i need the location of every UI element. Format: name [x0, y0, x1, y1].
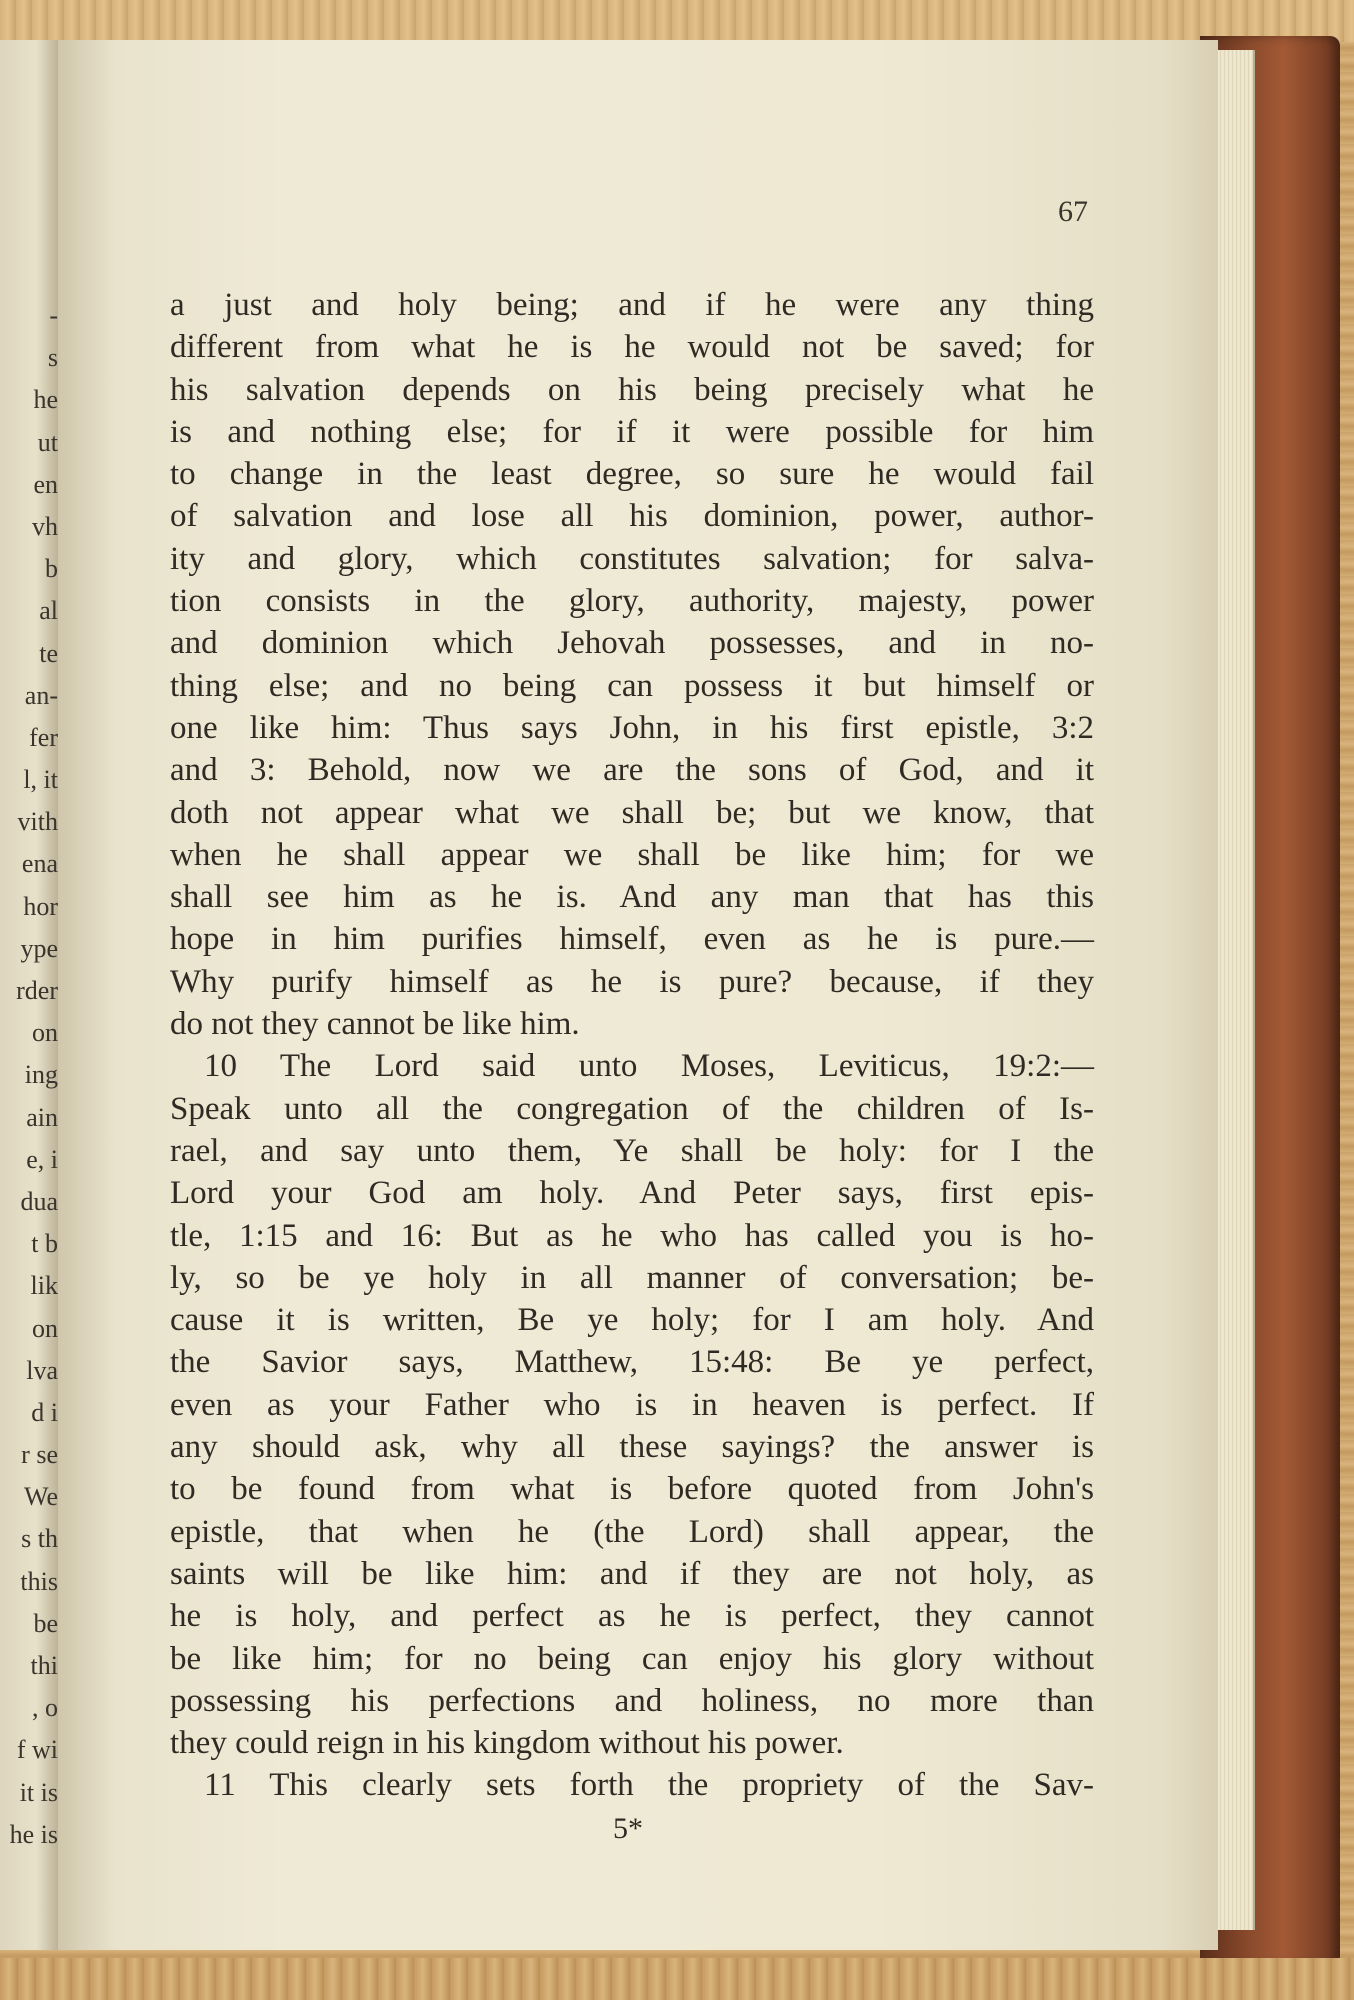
table-surface-top [0, 0, 1354, 42]
left-page-fragment: thi [30, 1651, 58, 1680]
left-page-fragment: fer [29, 722, 58, 752]
text-line: doth not appear what we shall be; but we know, that [170, 794, 1094, 831]
left-page-fragment: vh [32, 511, 58, 541]
text-line: is and nothing else; for if it were possible for him [170, 413, 1094, 450]
left-page-fragment: rder [16, 976, 58, 1005]
left-page-fragment: this [20, 1566, 58, 1596]
text-line: of salvation and lose all his dominion, power, author- [170, 498, 1094, 535]
left-page-fragment: al [39, 596, 58, 626]
text-line: Lord your God am holy. And Peter says, first epis- [170, 1175, 1094, 1212]
text-line: hope in him purifies himself, even as he is pure.— [170, 921, 1094, 958]
left-page-fragment: , o [32, 1693, 58, 1723]
left-page-fragment: e, i [26, 1144, 58, 1174]
left-page-fragment: he is [9, 1819, 58, 1849]
left-page-fragment: l, it [23, 765, 58, 795]
left-page-fragment: b [45, 554, 58, 584]
text-line: tle, 1:15 and 16: But as he who has called you is ho- [170, 1217, 1094, 1254]
text-line: even as your Father who is in heaven is perfect. If [170, 1386, 1094, 1423]
text-line: 10 The Lord said unto Moses, Leviticus, 19:2:— [204, 1048, 1094, 1085]
left-page-fragment: en [33, 469, 58, 499]
text-line: ly, so be ye holy in all manner of conversation; be- [170, 1259, 1094, 1296]
left-page-edge [0, 40, 60, 1950]
left-page-fragment: f wi [16, 1735, 58, 1765]
text-line: shall see him as he is. And any man that has this [170, 879, 1094, 916]
left-page-fragment: lva [26, 1355, 58, 1385]
text-line: be like him; for no being can enjoy his glory without [170, 1640, 1094, 1677]
text-line: and dominion which Jehovah possesses, and in no- [170, 625, 1094, 662]
left-page-fragment: ut [37, 427, 58, 457]
left-page-fragment: s [47, 343, 58, 373]
left-page-fragment: he [33, 385, 58, 415]
text-line: tion consists in the glory, authority, majesty, power [170, 583, 1094, 620]
text-line: epistle, that when he (the Lord) shall appear, the [170, 1513, 1094, 1550]
left-page-fragment: - [49, 301, 58, 330]
text-line: and 3: Behold, now we are the sons of God, and it [170, 752, 1094, 789]
text-line: cause it is written, Be ye holy; for I am holy. And [170, 1302, 1094, 1339]
left-page-fragment: ype [20, 933, 58, 963]
text-line: any should ask, why all these sayings? the answer is [170, 1429, 1094, 1466]
text-line: a just and holy being; and if he were any thing [170, 287, 1094, 323]
left-page-fragment: hor [23, 891, 58, 921]
text-line: Speak unto all the congregation of the children of Is- [170, 1090, 1094, 1127]
text-line: his salvation depends on his being precisely what he [170, 371, 1094, 408]
left-page-fragment: r se [21, 1440, 58, 1470]
text-line: do not they cannot be like him. [170, 1006, 580, 1043]
left-page-fragment: lik [30, 1271, 58, 1301]
page-number: 67 [1058, 195, 1088, 228]
text-line: thing else; and no being can possess it but himself or [170, 667, 1094, 704]
left-page-fragment: We [24, 1482, 58, 1512]
page-body-text [170, 284, 1094, 1807]
text-line: rael, and say unto them, Ye shall be holy: for I the [170, 1132, 1094, 1169]
left-page-fragment: d i [31, 1397, 58, 1427]
text-line: when he shall appear we shall be like him; for we [170, 836, 1094, 873]
left-page-fragment: it is [19, 1777, 58, 1807]
text-line: ity and glory, which constitutes salvation; for salva- [170, 540, 1094, 577]
text-line: to change in the least degree, so sure he would fail [170, 456, 1094, 493]
left-page-fragment: an- [24, 680, 58, 710]
text-line: the Savior says, Matthew, 15:48: Be ye perfect, [170, 1344, 1094, 1381]
left-page-fragment: dua [20, 1186, 58, 1216]
left-page-fragment: s th [21, 1524, 58, 1554]
left-page-fragment: on [32, 1313, 58, 1343]
text-line: to be found from what is before quoted from John's [170, 1471, 1094, 1508]
text-line: Why purify himself as he is pure? because, if they [170, 963, 1094, 1000]
signature-mark: 5* [613, 1812, 643, 1845]
left-page-fragment: ing [24, 1060, 58, 1090]
left-page-fragment: be [33, 1608, 58, 1638]
text-line: they could reign in his kingdom without his power. [170, 1725, 844, 1762]
left-page-fragment: te [39, 638, 58, 668]
text-line: saints will be like him: and if they are not holy, as [170, 1555, 1094, 1592]
text-line: 11 This clearly sets forth the propriety of the Sav- [204, 1767, 1094, 1804]
left-page-fragment: t b [31, 1229, 58, 1259]
left-page-fragment: ena [21, 849, 58, 879]
table-surface-bottom [0, 1958, 1354, 2000]
text-line: different from what he is he would not be saved; for [170, 329, 1094, 366]
left-page-fragment: vith [17, 807, 58, 837]
left-page-fragment: on [32, 1018, 58, 1048]
left-page-fragments [2, 295, 58, 1856]
text-line: possessing his perfections and holiness, no more than [170, 1682, 1094, 1719]
left-page-fragment: ain [26, 1102, 58, 1132]
book-page [58, 40, 1218, 1950]
text-line: he is holy, and perfect as he is perfect, they cannot [170, 1598, 1094, 1635]
text-line: one like him: Thus says John, in his first epistle, 3:2 [170, 709, 1094, 746]
